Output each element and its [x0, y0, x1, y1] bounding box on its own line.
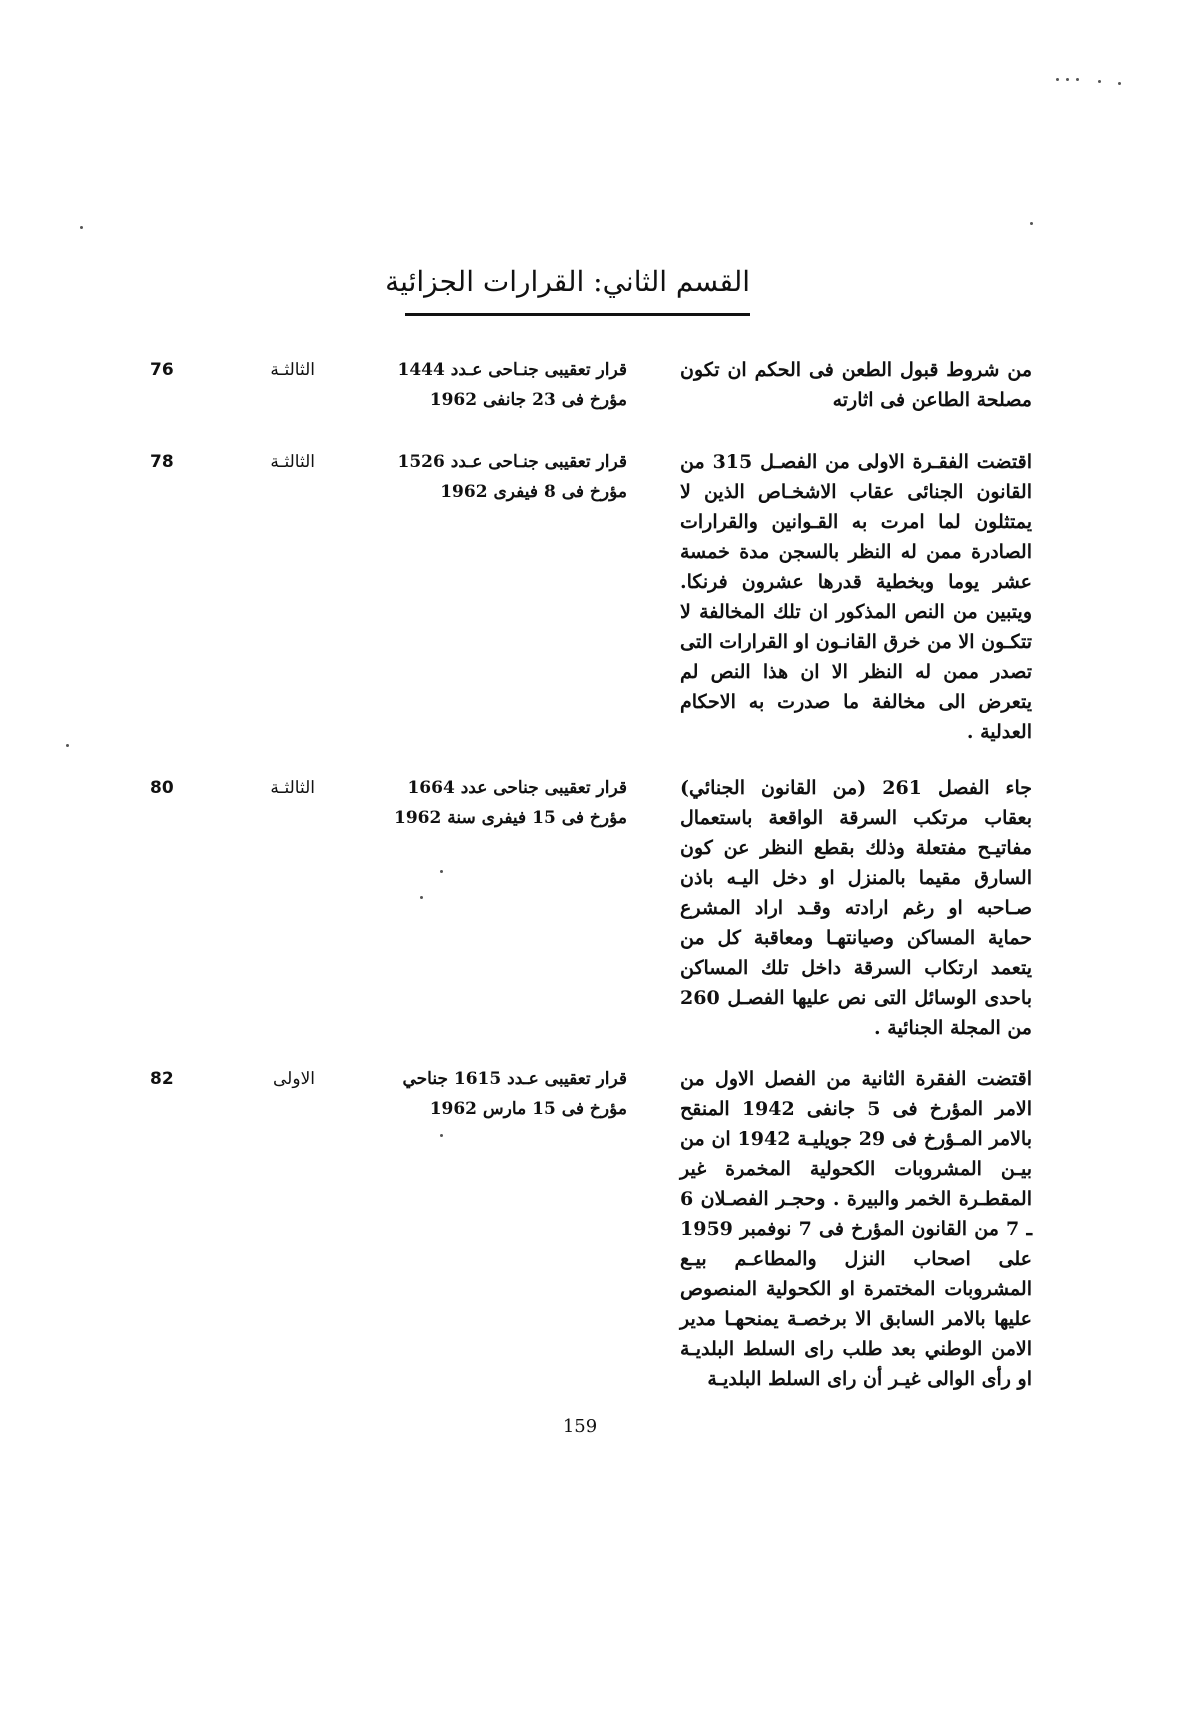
scan-speck — [1030, 222, 1033, 225]
decision-date: مؤرخ فى 8 فيفرى 1962 — [440, 482, 627, 502]
chamber-label: الثالثـة — [270, 452, 315, 472]
decision-date: مؤرخ فى 15 فيفرى سنة 1962 — [393, 808, 627, 828]
page-number: 159 — [562, 1416, 598, 1437]
decision-number: قرار تعقيبى جنـاحى عـدد 1444 — [397, 360, 627, 380]
section-heading: القسم الثاني: القرارات الجزائية — [385, 265, 750, 298]
scan-speck — [1076, 78, 1079, 81]
decision-summary: جاء الفصل 261 (من القانون الجنائي) بعقاب مرتكب السرقة الواقعة باستعمال مفاتيـح مفتعلة وذلك بقطع النظر عن كون السارق مقيما بالمنزل او دخل اليـه باذن صـاحبه او رغم ارادته وقـد اراد المشرع حماية المساكن وصيانتهـا ومعاقبة كل من يتعمد ارتكاب السرقة داخل تلك المساكن باحدى الوسائل التى نص عليها الفصـل 260 من المجلة الجنائية . — [680, 777, 1032, 1039]
scan-speck — [1066, 78, 1069, 81]
chamber-label: الثالثـة — [270, 778, 315, 798]
decision-summary: اقتضت الفقـرة الاولى من الفصـل 315 من القانون الجنائى عقاب الاشخـاص الذين لا يمتثلون لما امرت به القـوانين والقرارات الصادرة ممن له النظر بالسجن مدة خمسة عشر يوما وبخطية قدرها عشرون فرنكا. ويتبين من النص المذكور ان تلك المخالفة لا تتكـون الا من خرق القانـون او القرارات التى تصدر ممن له النظر الا ان هذا النص لم يتعرض الى مخالفة ما صدرت به الاحكام العدلية . — [680, 451, 1032, 743]
scan-speck — [66, 744, 69, 747]
page-reference: 78 — [150, 452, 174, 472]
page-reference: 82 — [150, 1069, 174, 1089]
decision-number: قرار تعقيبى عـدد 1615 جناحي — [402, 1069, 627, 1089]
decision-summary: من شروط قبول الطعن فى الحكم ان تكون مصلحة الطاعن فى اثارته — [680, 359, 1032, 411]
decision-number: قرار تعقيبى جناحى عدد 1664 — [407, 778, 627, 798]
scan-speck — [420, 896, 423, 899]
decision-reference — [345, 773, 627, 833]
scan-speck — [1118, 82, 1121, 85]
decision-reference — [345, 1064, 627, 1124]
scan-speck — [440, 1134, 443, 1137]
decision-number: قرار تعقيبى جنـاحى عـدد 1526 — [397, 452, 627, 472]
page-reference: 76 — [150, 360, 174, 380]
decision-reference — [345, 447, 627, 507]
page-reference: 80 — [150, 778, 174, 798]
decision-date: مؤرخ فى 15 مارس 1962 — [429, 1099, 627, 1119]
heading-underline — [405, 313, 750, 316]
decision-date: مؤرخ فى 23 جانفى 1962 — [429, 390, 627, 410]
chamber-label: الاولى — [273, 1069, 315, 1089]
decision-summary: اقتضت الفقرة الثانية من الفصل الاول من الامر المؤرخ فى 5 جانفى 1942 المنقح بالامر المـؤرخ فى 29 جويليـة 1942 ان من بيـن المشروبات الكحولية المخمرة غير المقطـرة الخمر والبيرة . وحجـر الفصـلان 6 ـ 7 من القانون المؤرخ فى 7 نوفمبر 1959 على اصحاب النزل والمطاعـم بيـع المشروبات المختمرة او الكحولية المنصوص عليها بالامر السابق الا برخصـة يمنحهـا مدير الامن الوطني بعد طلب راى السلط البلديـة او رأى الوالى غيـر أن راى السلط البلديـة — [680, 1068, 1033, 1390]
scan-speck — [1056, 78, 1059, 81]
chamber-label: الثالثـة — [270, 360, 315, 380]
decision-reference — [345, 355, 627, 415]
scan-speck — [1098, 80, 1101, 83]
scan-speck — [80, 226, 83, 229]
scan-speck — [440, 870, 443, 873]
